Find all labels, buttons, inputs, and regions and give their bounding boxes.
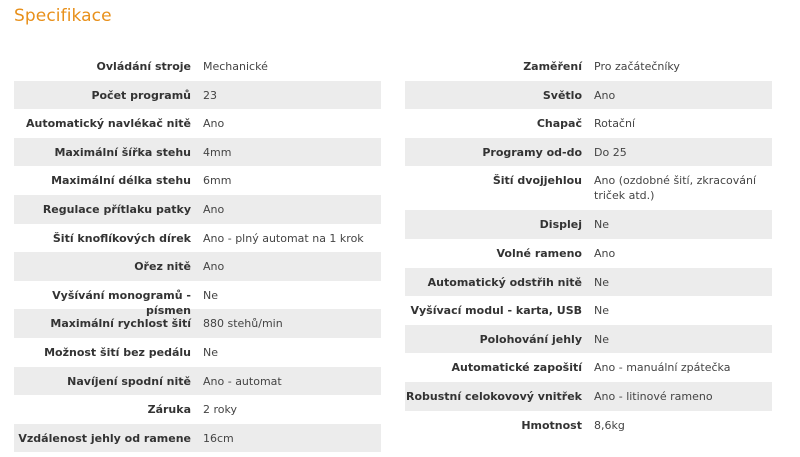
spec-row <box>405 382 772 411</box>
spec-row <box>14 424 381 453</box>
spec-value: 2 roky <box>203 403 237 417</box>
spec-value: Ano <box>203 260 225 274</box>
spec-label: Robustní celokovový vnitřek <box>406 389 582 403</box>
spec-row <box>14 52 381 81</box>
spec-label: Volné rameno <box>496 246 582 260</box>
spec-value: Ano <box>203 117 225 131</box>
spec-row <box>405 411 772 440</box>
spec-value: 6mm <box>203 174 232 188</box>
spec-value: 8,6kg <box>594 418 625 432</box>
spec-row <box>405 296 772 325</box>
spec-row <box>14 138 381 167</box>
spec-label: Automatický odstřih nitě <box>427 275 582 289</box>
spec-value: 880 stehů/min <box>203 317 283 331</box>
spec-value: Ne <box>594 275 609 289</box>
spec-row <box>405 268 772 297</box>
spec-row <box>405 353 772 382</box>
spec-row <box>14 395 381 424</box>
spec-value: Ano <box>203 202 225 216</box>
spec-row <box>405 81 772 110</box>
spec-label: Chapač <box>536 117 582 131</box>
spec-row <box>14 224 381 253</box>
spec-value: Ne <box>594 332 609 346</box>
spec-label: Vzdálenost jehly od ramene <box>18 431 191 445</box>
spec-label: Programy od-do <box>482 145 582 159</box>
section-title: Specifikace <box>14 6 112 26</box>
spec-value: Ano - automat <box>203 374 282 388</box>
spec-value: Mechanické <box>203 60 268 73</box>
spec-value: Ano - plný automat na 1 krok <box>203 231 364 245</box>
spec-value: Do 25 <box>594 145 627 159</box>
spec-label: Regulace přítlaku patky <box>42 202 191 216</box>
spec-value: Ano - litinové rameno <box>594 389 713 403</box>
spec-row <box>405 138 772 167</box>
spec-label: Maximální délka stehu <box>51 174 191 188</box>
spec-row <box>14 338 381 367</box>
spec-value: Ne <box>203 345 218 359</box>
spec-label: Maximální šířka stehu <box>54 145 191 159</box>
spec-label: Možnost šití bez pedálu <box>44 345 191 359</box>
spec-row <box>14 81 381 110</box>
spec-row <box>405 210 772 239</box>
spec-row <box>14 252 381 281</box>
spec-label: Šití knoflíkových dírek <box>52 231 191 245</box>
spec-value: Ano (ozdobné šití, zkracování triček atd.) <box>594 174 757 203</box>
spec-row <box>405 166 772 210</box>
spec-row <box>14 166 381 195</box>
spec-label: Světlo <box>542 88 582 102</box>
spec-value: Ano <box>594 246 616 260</box>
spec-label: Ovládání stroje <box>96 60 191 73</box>
spec-row <box>14 281 381 317</box>
spec-value: Ne <box>594 218 609 232</box>
spec-label: Vyšívání monogramů - písmen <box>52 288 191 317</box>
spec-row <box>405 109 772 138</box>
spec-value: Rotační <box>594 117 636 131</box>
spec-value: Ano <box>594 88 616 102</box>
spec-row <box>14 195 381 224</box>
spec-value: 16cm <box>203 431 234 445</box>
spec-row <box>405 52 772 81</box>
spec-value: Ne <box>203 288 218 302</box>
spec-row <box>14 109 381 138</box>
spec-label: Zaměření <box>523 60 582 73</box>
spec-row <box>405 239 772 268</box>
spec-value: Pro začátečníky <box>594 60 680 73</box>
spec-label: Vyšívací modul - karta, USB <box>410 304 582 318</box>
spec-label: Polohování jehly <box>479 332 582 346</box>
spec-value: 23 <box>203 88 217 102</box>
spec-label: Počet programů <box>91 88 191 102</box>
spec-label: Ořez nitě <box>134 260 191 274</box>
spec-label: Záruka <box>147 403 191 417</box>
spec-table-left <box>14 52 381 452</box>
spec-label: Hmotnost <box>521 418 582 432</box>
spec-label: Automatický navlékač nitě <box>26 117 191 131</box>
spec-row <box>405 325 772 354</box>
spec-value: 4mm <box>203 145 232 159</box>
spec-value: Ne <box>594 304 609 318</box>
spec-label: Automatické zapošití <box>451 361 582 375</box>
spec-label: Navíjení spodní nitě <box>67 374 191 388</box>
spec-value: Ano - manuální zpátečka <box>594 361 731 375</box>
spec-table-right <box>405 52 772 439</box>
spec-label: Šití dvojjehlou <box>492 174 582 188</box>
spec-row <box>14 367 381 396</box>
spec-label: Maximální rychlost šití <box>50 317 191 331</box>
spec-label: Displej <box>539 218 582 232</box>
